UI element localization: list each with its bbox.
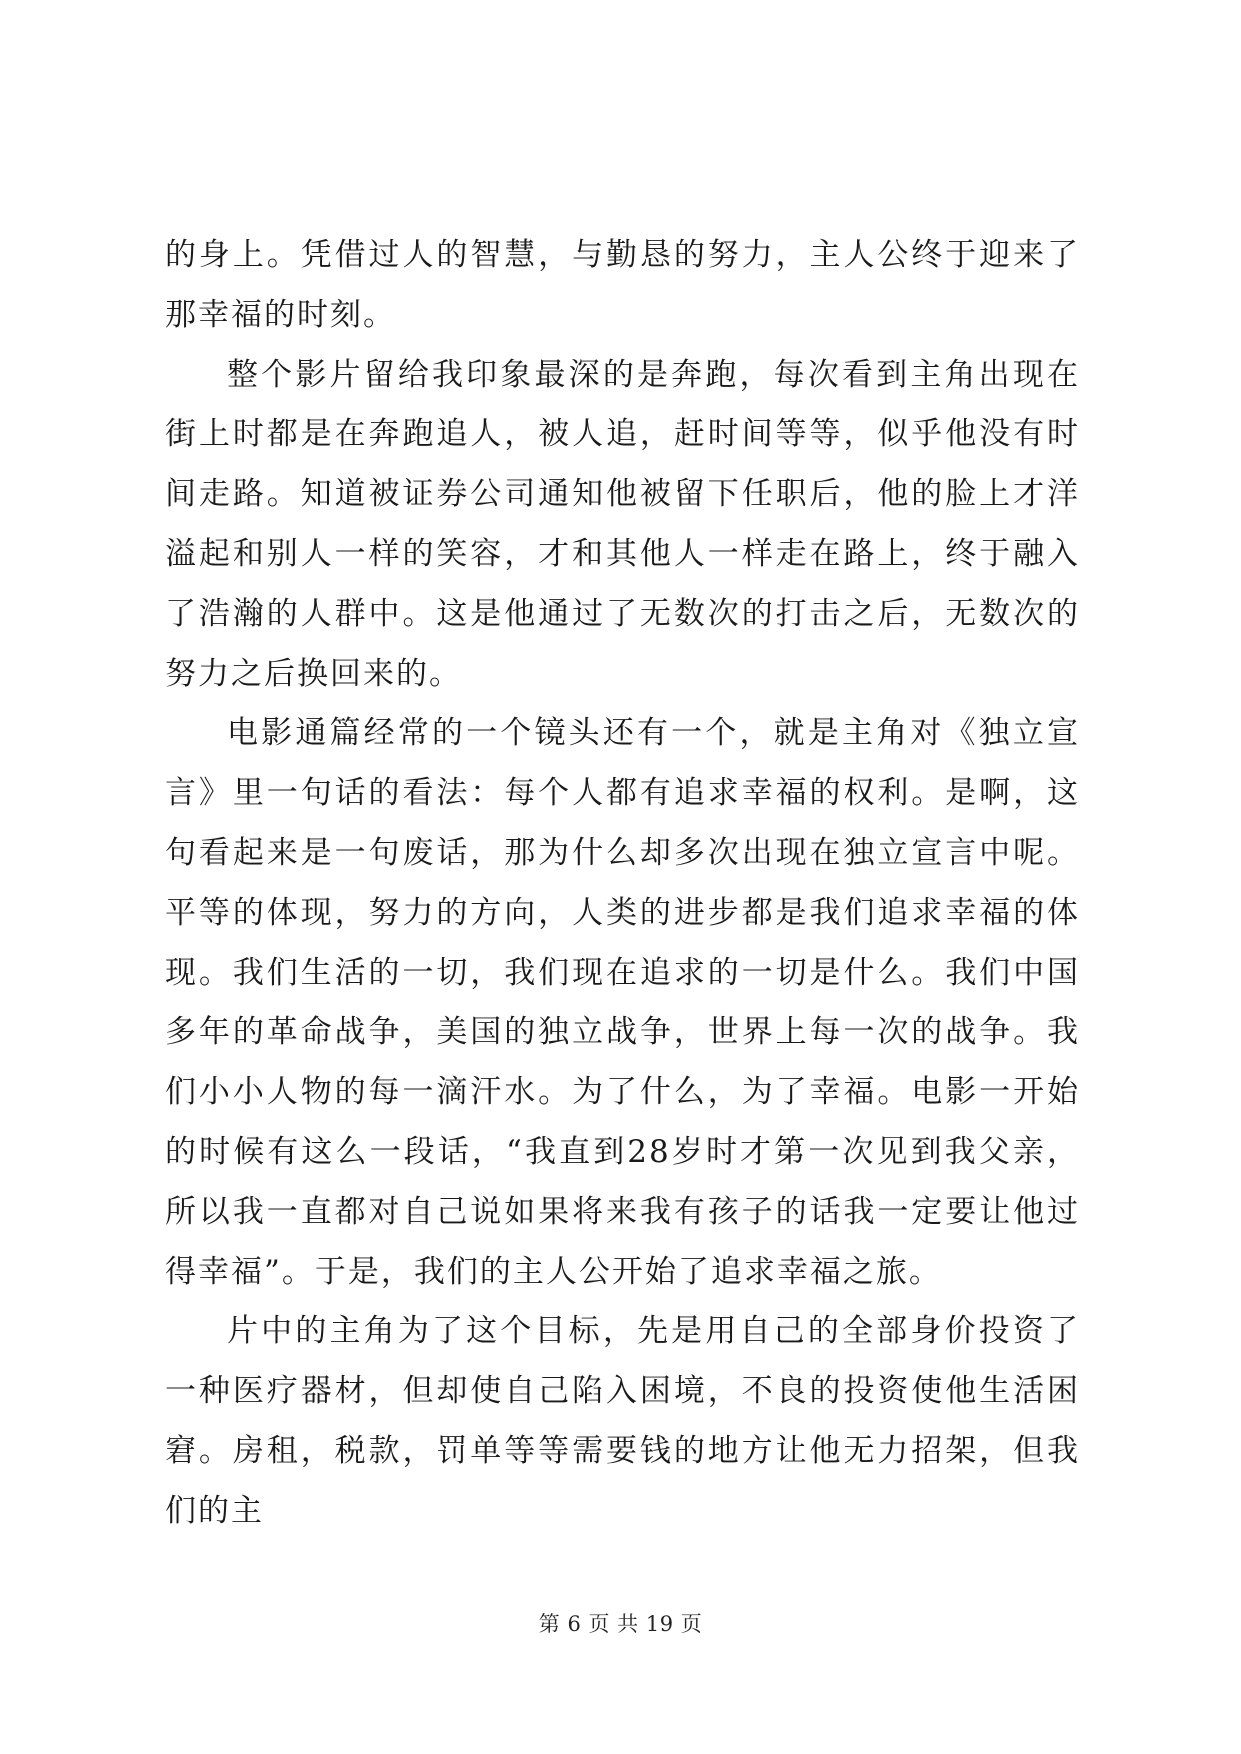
paragraph-3: 电影通篇经常的一个镜头还有一个，就是主角对《独立宣言》里一句话的看法：每个人都有追求幸福的权利。是啊，这句看起来是一句废话，那为什么却多次出现在独立宣言中呢。平等的体现，努力的方向，人类的进步都是我们追求幸福的体现。我们生活的一切，我们现在追求的一切是什么。我们中国多年的革命战争，美国的独立战争，世界上每一次的战争。我们小小人物的每一滴汗水。为了什么，为了幸福。电影一开始的时候有这么一段话，“我直到28岁时才第一次见到我父亲，所以我一直都对自己说如果将来我有孩子的话我一定要让他过得幸福”。于是，我们的主人公开始了追求幸福之旅。 (165, 715, 1080, 1290)
paragraph-1: 的身上。凭借过人的智慧，与勤恳的努力，主人公终于迎来了那幸福的时刻。 (165, 237, 1080, 333)
paragraph-2: 整个影片留给我印象最深的是奔跑，每次看到主角出现在街上时都是在奔跑追人，被人追，赶时间等等，似乎他没有时间走路。知道被证券公司通知他被留下任职后，他的脸上才洋溢起和别人一样的笑容，才和其他人一样走在路上，终于融入了浩瀚的人群中。这是他通过了无数次的打击之后，无数次的努力之后换回来的。 (165, 356, 1080, 692)
paragraph-4: 片中的主角为了这个目标，先是用自己的全部身价投资了一种医疗器材，但却使自己陷入困境，不良的投资使他生活困窘。房租，税款，罚单等等需要钱的地方让他无力招架，但我们的主 (165, 1313, 1080, 1529)
page-number: 第 6 页 共 19 页 (538, 1612, 703, 1636)
page-footer (0, 1608, 1241, 1638)
body-text (165, 226, 1080, 1542)
